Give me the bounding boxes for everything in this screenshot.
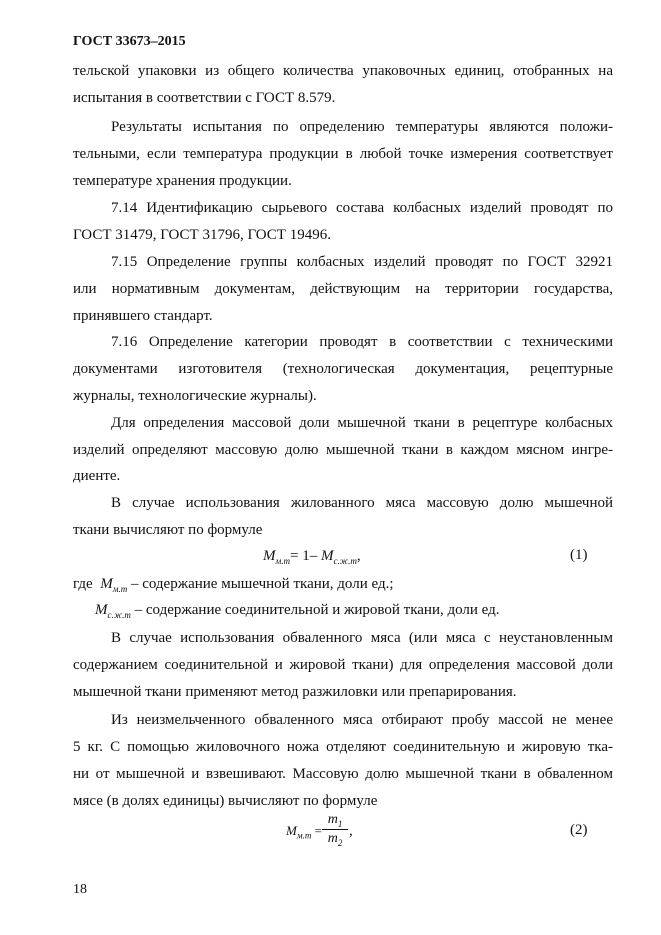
text-line: Из неизмельченного обваленного мяса отбирают пробу массой не менее	[111, 712, 613, 728]
text-line: мясе (в долях единицы) вычисляют по формуле	[73, 793, 378, 809]
formula-2-fraction	[322, 814, 348, 850]
equation-number-1: (1)	[570, 547, 588, 563]
text-line: содержанием соединительной и жировой ткани) для определения массовой доли	[73, 657, 613, 673]
text-line: испытания в соответствии с ГОСТ 8.579.	[73, 90, 336, 106]
text-line: или нормативным документам, действующим на территории государства,	[73, 281, 613, 297]
definition-line: где $M_{м.т}$ – содержание мышечной ткани, доли ед.;	[73, 576, 394, 594]
text-line: 7.14 Идентификацию сырьевого состава колбасных изделий проводят по	[111, 200, 613, 216]
fraction-numerator: $m_1$	[327, 812, 343, 829]
text-line: температуре хранения продукции.	[73, 173, 292, 189]
formula-1: $M_{м.т}= 1-$ $M_{с.ж.т}$,	[263, 548, 361, 566]
page-number: 18	[73, 882, 87, 897]
text-line: изделий определяют массовую долю мышечной ткани в каждом мясном ингре-	[73, 442, 613, 458]
text-line: Для определения массовой доли мышечной ткани в рецептуре колбасных	[111, 415, 613, 431]
text-line: 5 кг. С помощью жиловочного ножа отделяют соединительную и жировую тка-	[73, 739, 613, 755]
formula-2-tail: ,	[349, 823, 353, 839]
text-line: ткани вычисляют по формуле	[73, 522, 263, 538]
text-line: тельской упаковки из общего количества упаковочных единиц, отобранных на	[73, 63, 613, 79]
standard-header: ГОСТ 33673–2015	[73, 34, 186, 49]
text-line: В случае использования обваленного мяса (или мяса с неустановленным	[111, 630, 613, 646]
text-line: принявшего стандарт.	[73, 308, 213, 324]
equation-number-2: (2)	[570, 822, 588, 838]
text-line: диенте.	[73, 468, 121, 484]
text-line: 7.15 Определение группы колбасных изделий проводят по ГОСТ 32921	[111, 254, 613, 270]
text-line: тельными, если температура продукции в любой точке измерения соответствует	[73, 146, 613, 162]
text-line: ни от мышечной и взвешивают. Массовую долю мышечной ткани в обваленном	[73, 766, 613, 782]
definition-line: $M_{с.ж.т}$ – содержание соединительной и жировой ткани, доли ед.	[95, 602, 500, 620]
text-line: Результаты испытания по определению температуры являются положи-	[111, 119, 613, 135]
text-line: мышечной ткани применяют метод разжиловки или препарирования.	[73, 684, 517, 700]
text-line: документами изготовителя (технологическая документация, рецептурные	[73, 361, 613, 377]
fraction-denominator: $m_2$	[327, 831, 343, 848]
text-line: журналы, технологические журналы).	[73, 388, 317, 404]
text-line: 7.16 Определение категории проводят в соответствии с техническими	[111, 334, 613, 350]
fraction-bar	[322, 829, 348, 830]
text-line: ГОСТ 31479, ГОСТ 31796, ГОСТ 19496.	[73, 227, 331, 243]
text-line: В случае использования жилованного мяса массовую долю мышечной	[111, 495, 613, 511]
formula-2-lhs: $M_{м.т}$ =	[286, 823, 322, 841]
